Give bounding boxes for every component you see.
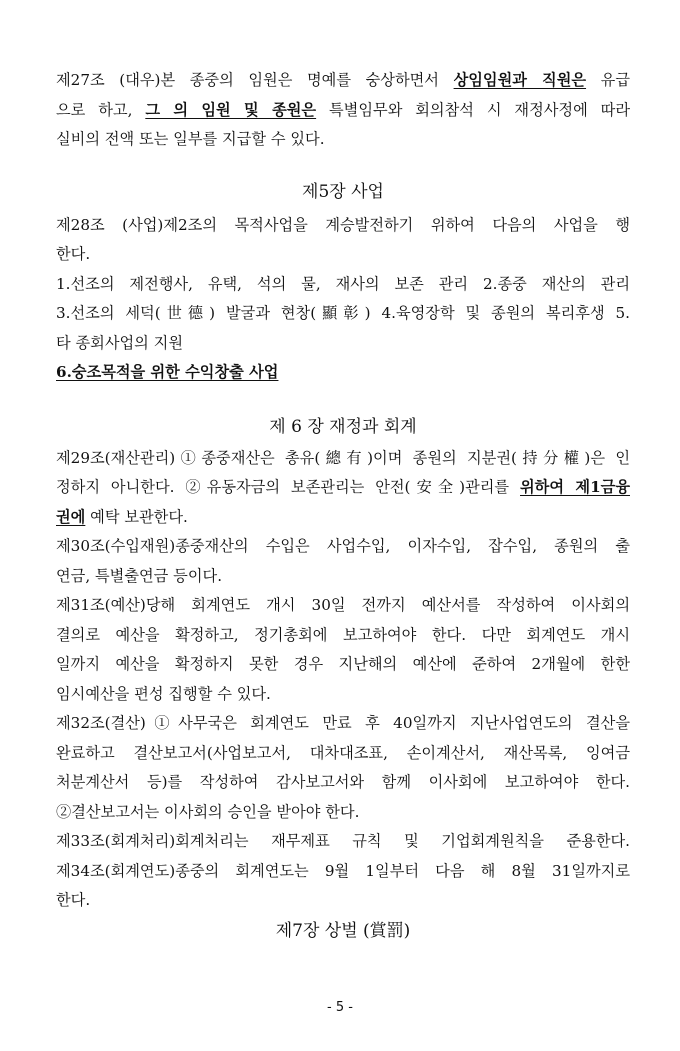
article-29-line-2 — [56, 473, 630, 503]
article-30-line-2: 연금, 특별출연금 등이다. — [56, 566, 223, 585]
chapter-7-title: 제7장 상벌 (賞罰) — [275, 920, 411, 941]
chapter-6-title: 제 6 장 재정과 회계 — [269, 416, 417, 437]
article-31-line-1: 제31조(예산)당해 회계연도 개시 30일 전까지 예산서를 작성하여 이사회의 — [56, 596, 630, 614]
article-32-line-2: 완료하고 결산보고서(사업보고서, 대차대조표, 손이계산서, 재산목록, 잉여금 — [56, 743, 630, 762]
text: 으로 하고, — [56, 100, 146, 119]
article-28-line-3: 1.선조의 제전행사, 유택, 석의 물, 재사의 보존 관리 2.종중 재산의 관리 — [56, 274, 630, 293]
article-31-line-3: 일까지 예산을 확정하지 못한 경우 지난해의 예산에 준하여 2개월에 한한 — [56, 655, 630, 673]
text: 정하지 아니한다. ②유동자금의 보존관리는 안전(安全)관리를 — [56, 478, 521, 496]
article-34-line-1: 제34조(회계연도)종중의 회계연도는 9월 1일부터 다음 해 8월 31일까지로 — [56, 861, 630, 880]
underlined-text: 상임임원과 직원은 — [453, 71, 587, 89]
article-29-line-3 — [56, 503, 630, 533]
article-29-line-1: 제29조(재산관리)①종중재산은 총유(總有)이며 종원의 지분권(持分權)은 인 — [56, 448, 630, 467]
text: 유급 — [586, 71, 630, 89]
article-28-line-5: 타 종회사업의 지원 — [56, 333, 184, 352]
article-28-line-4: 3.선조의 세덕(世德) 발굴과 현창(顯彰) 4.육영장학 및 종원의 복리후생 5. — [56, 304, 630, 322]
text: 특별임무와 회의참석 시 재정사정에 따라 — [316, 100, 630, 119]
article-31-line-4: 임시예산을 편성 집행할 수 있다. — [56, 684, 271, 703]
article-30-line-1: 제30조(수입재원)종중재산의 수입은 사업수입, 이자수입, 잡수입, 종원의 출 — [56, 537, 630, 555]
text: 제27조 (대우)본 종중의 임원은 명예를 숭상하면서 — [56, 71, 454, 89]
text: 예탁 보관한다. — [85, 507, 188, 526]
article-32-line-1: 제32조(결산)①사무국은 회계연도 만료 후 40일까지 지난사업연도의 결산을 — [56, 714, 630, 732]
chapter-5-title: 제5장 사업 — [302, 181, 384, 202]
underlined-text: 위하여 제1금융 — [520, 478, 630, 496]
underlined-text: 권에 — [56, 507, 86, 526]
underlined-text: 그 의 임원 및 종원은 — [145, 100, 317, 119]
article-32-line-3: 처분계산서 등)를 작성하여 감사보고서와 함께 이사회에 보고하여야 한다. — [56, 773, 630, 791]
article-34-line-2: 한다. — [56, 891, 91, 909]
page-number: - 5 - — [327, 1000, 353, 1015]
document-page — [56, 66, 630, 946]
article-27-line-1 — [56, 66, 630, 96]
article-33-line-1: 제33조(회계처리)회계처리는 재무제표 규칙 및 기업회계원칙을 준용한다. — [56, 832, 630, 850]
underlined-text: 6.숭조목적을 위한 수익창출 사업 — [56, 363, 279, 381]
article-28-line-2: 한다. — [56, 245, 91, 263]
article-27-line-2 — [56, 96, 630, 126]
article-32-line-4: ②결산보고서는 이사회의 승인을 받아야 한다. — [56, 802, 360, 821]
article-28-line-6 — [56, 358, 630, 388]
article-28-line-1: 제28조 (사업)제2조의 목적사업을 계승발전하기 위하여 다음의 사업을 행 — [56, 215, 630, 234]
article-31-line-2: 결의로 예산을 확정하고, 정기총회에 보고하여야 한다. 다만 회계연도 개시 — [56, 625, 630, 644]
article-27-line-3: 실비의 전액 또는 일부를 지급할 수 있다. — [56, 130, 325, 148]
